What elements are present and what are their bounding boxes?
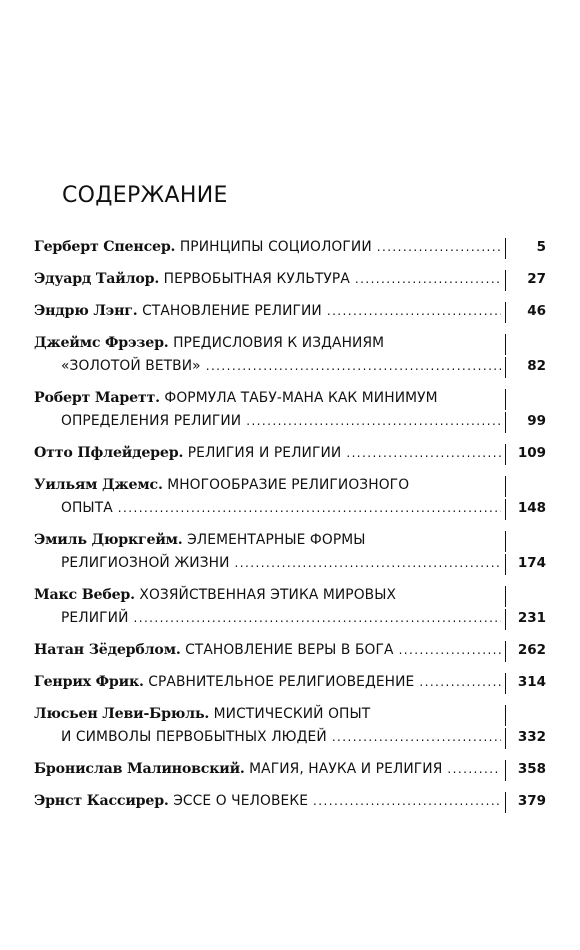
page-number-divider [505, 705, 506, 726]
toc-author: Бронислав Малиновский. [34, 761, 245, 777]
toc-entry [34, 584, 546, 630]
toc-entry-line [34, 442, 546, 465]
toc-entry-line [34, 236, 546, 259]
page-number-divider [505, 476, 506, 497]
toc-entry-line [34, 726, 546, 749]
toc-entry-line [34, 300, 546, 323]
toc-title: ПРЕДИСЛОВИЯ К ИЗДАНИЯМ [173, 335, 385, 351]
toc-entry-line [34, 584, 546, 607]
toc-author: Уильям Джемс. [34, 477, 163, 493]
toc-title: ХОЗЯЙСТВЕННАЯ ЭТИКА МИРОВЫХ [139, 587, 397, 603]
toc-entry-line [34, 474, 546, 497]
toc-page-number: 148 [517, 500, 546, 516]
toc-title: «ЗОЛОТОЙ ВЕТВИ» [61, 358, 201, 374]
toc-page-number: 82 [527, 358, 546, 374]
toc-page-number: 174 [517, 555, 546, 571]
toc-title: СТАНОВЛЕНИЕ ВЕРЫ В БОГА [185, 642, 394, 658]
toc-entry [34, 268, 546, 291]
toc-entry-line [34, 497, 546, 520]
page-number-divider [505, 389, 506, 410]
toc-entry-line [34, 410, 546, 433]
toc-title: ПРИНЦИПЫ СОЦИОЛОГИИ [179, 239, 372, 255]
toc-entry [34, 529, 546, 575]
dot-leader [206, 355, 501, 378]
dot-leader [346, 442, 501, 465]
page-number-divider [505, 334, 506, 355]
dot-leader [332, 726, 501, 749]
dot-leader [134, 607, 502, 630]
toc-entry-line [34, 639, 546, 662]
toc-author: Эндрю Лэнг. [34, 303, 138, 319]
toc-entry [34, 639, 546, 662]
toc-author: Генрих Фрик. [34, 674, 144, 690]
toc-page-number: 27 [527, 271, 546, 287]
toc-title: МАГИЯ, НАУКА И РЕЛИГИЯ [249, 761, 443, 777]
toc-author: Роберт Маретт. [34, 390, 160, 406]
page-title: СОДЕРЖАНИЕ [62, 183, 228, 208]
toc-title: СРАВНИТЕЛЬНОЕ РЕЛИГИОВЕДЕНИЕ [148, 674, 415, 690]
toc-entry [34, 300, 546, 323]
toc-title: ЭССЕ О ЧЕЛОВЕКЕ [173, 793, 309, 809]
toc-entry-line [34, 268, 546, 291]
toc-title: МИСТИЧЕСКИЙ ОПЫТ [213, 706, 371, 722]
dot-leader [118, 497, 501, 520]
toc-entry [34, 758, 546, 781]
toc-entry-line [34, 607, 546, 630]
toc-title: И СИМВОЛЫ ПЕРВОБЫТНЫХ ЛЮДЕЙ [61, 729, 327, 745]
toc-title: МНОГООБРАЗИЕ РЕЛИГИОЗНОГО [167, 477, 410, 493]
toc-page-number: 358 [517, 761, 546, 777]
toc-title: ОПРЕДЕЛЕНИЯ РЕЛИГИИ [61, 413, 242, 429]
toc-title: ФОРМУЛА ТАБУ-МАНА КАК МИНИМУМ [164, 390, 438, 406]
toc-entry-line [34, 387, 546, 410]
toc-entry-line [34, 671, 546, 694]
toc-entry [34, 790, 546, 813]
page-number-divider [505, 586, 506, 607]
toc-page-number: 231 [517, 610, 546, 626]
toc-title: РЕЛИГИЙ [61, 610, 129, 626]
dot-leader [447, 758, 501, 781]
toc-author: Отто Пфлейдерер. [34, 445, 184, 461]
toc-title: ПЕРВОБЫТНАЯ КУЛЬТУРА [163, 271, 350, 287]
toc-page-number: 5 [536, 239, 546, 255]
dot-leader [313, 790, 501, 813]
toc-page-number: 99 [527, 413, 546, 429]
dot-leader [399, 639, 501, 662]
toc-page-number: 109 [517, 445, 546, 461]
toc-entry [34, 703, 546, 749]
toc-page-number: 262 [517, 642, 546, 658]
toc-page-number: 379 [517, 793, 546, 809]
toc-entry-line [34, 355, 546, 378]
toc-author: Герберт Спенсер. [34, 239, 176, 255]
toc-author: Люсьен Леви-Брюль. [34, 706, 210, 722]
toc-author: Эмиль Дюркгейм. [34, 532, 183, 548]
toc-title: РЕЛИГИОЗНОЙ ЖИЗНИ [61, 555, 230, 571]
toc-entry [34, 332, 546, 378]
dot-leader [355, 268, 501, 291]
toc-author: Натан Зёдерблом. [34, 642, 181, 658]
dot-leader [419, 671, 501, 694]
dot-leader [246, 410, 501, 433]
toc-entry-line [34, 703, 546, 726]
toc-entry [34, 442, 546, 465]
toc-entry-line [34, 529, 546, 552]
dot-leader [377, 236, 501, 259]
toc-title: ОПЫТА [61, 500, 113, 516]
toc-entry [34, 387, 546, 433]
toc-title: РЕЛИГИЯ И РЕЛИГИИ [187, 445, 342, 461]
toc-entry-line [34, 552, 546, 575]
toc-page-number: 332 [517, 729, 546, 745]
toc-author: Джеймс Фрэзер. [34, 335, 169, 351]
dot-leader [327, 300, 501, 323]
toc-entry-line [34, 790, 546, 813]
toc-author: Эрнст Кассирер. [34, 793, 169, 809]
toc-entry-line [34, 758, 546, 781]
page-number-divider [505, 531, 506, 552]
toc-author: Макс Вебер. [34, 587, 135, 603]
dot-leader [235, 552, 501, 575]
toc-entry [34, 671, 546, 694]
toc-title: СТАНОВЛЕНИЕ РЕЛИГИИ [142, 303, 322, 319]
toc-page-number: 314 [517, 674, 546, 690]
toc-author: Эдуард Тайлор. [34, 271, 160, 287]
toc-entry-line [34, 332, 546, 355]
toc-page-number: 46 [527, 303, 546, 319]
toc-entry [34, 236, 546, 259]
table-of-contents [34, 236, 546, 822]
toc-entry [34, 474, 546, 520]
toc-title: ЭЛЕМЕНТАРНЫЕ ФОРМЫ [187, 532, 366, 548]
